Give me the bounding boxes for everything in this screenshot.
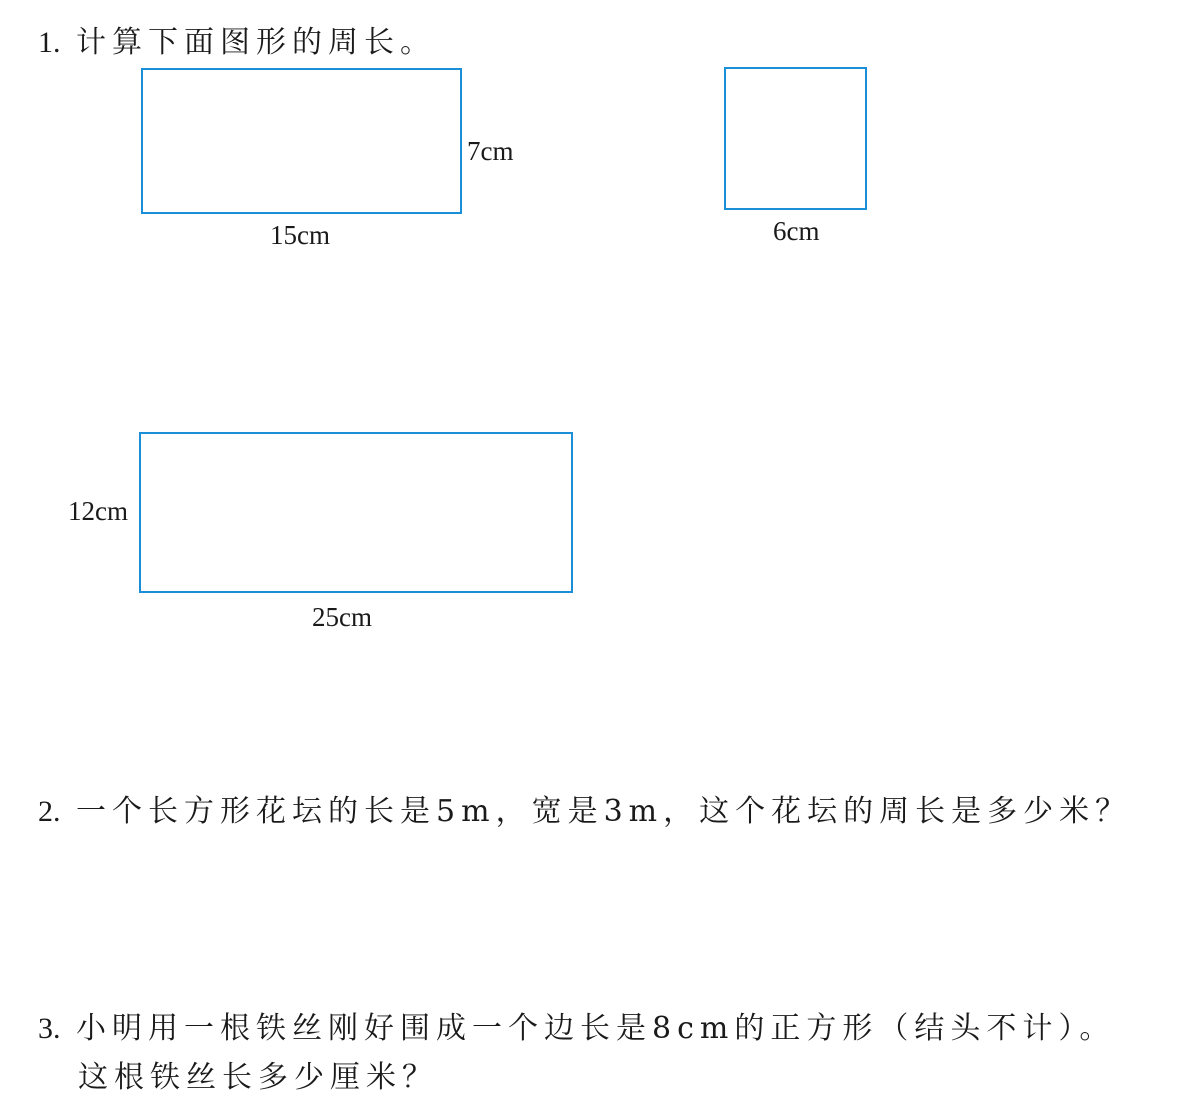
- rectangle-1-width-label: 7cm: [467, 136, 514, 166]
- square-6: [724, 67, 867, 210]
- rectangle-3-width-label: 12cm: [68, 496, 128, 526]
- rectangle-1-length-label: 15cm: [270, 220, 330, 250]
- question-1: [38, 25, 437, 60]
- question-3-text-line-2: 这根铁丝长多少厘米？: [78, 1060, 438, 1095]
- question-2: [38, 794, 1132, 829]
- question-1-text: 计算下面图形的周长。: [76, 25, 437, 60]
- question-3-number: 3.: [38, 1012, 61, 1045]
- rectangle-15x7: [141, 68, 462, 214]
- question-3-line-2: [78, 1060, 438, 1095]
- rectangle-3-length-label: 25cm: [312, 602, 372, 632]
- rectangle-25x12: [139, 432, 573, 593]
- question-2-text: 一个长方形花坛的长是5m，宽是3m，这个花坛的周长是多少米？: [76, 794, 1132, 829]
- question-1-number: 1.: [38, 26, 61, 59]
- square-side-label: 6cm: [773, 216, 820, 246]
- question-3: [38, 1011, 1116, 1046]
- question-3-text: 小明用一根铁丝刚好围成一个边长是8cm的正方形（结头不计）。: [76, 1011, 1116, 1046]
- question-2-number: 2.: [38, 795, 61, 828]
